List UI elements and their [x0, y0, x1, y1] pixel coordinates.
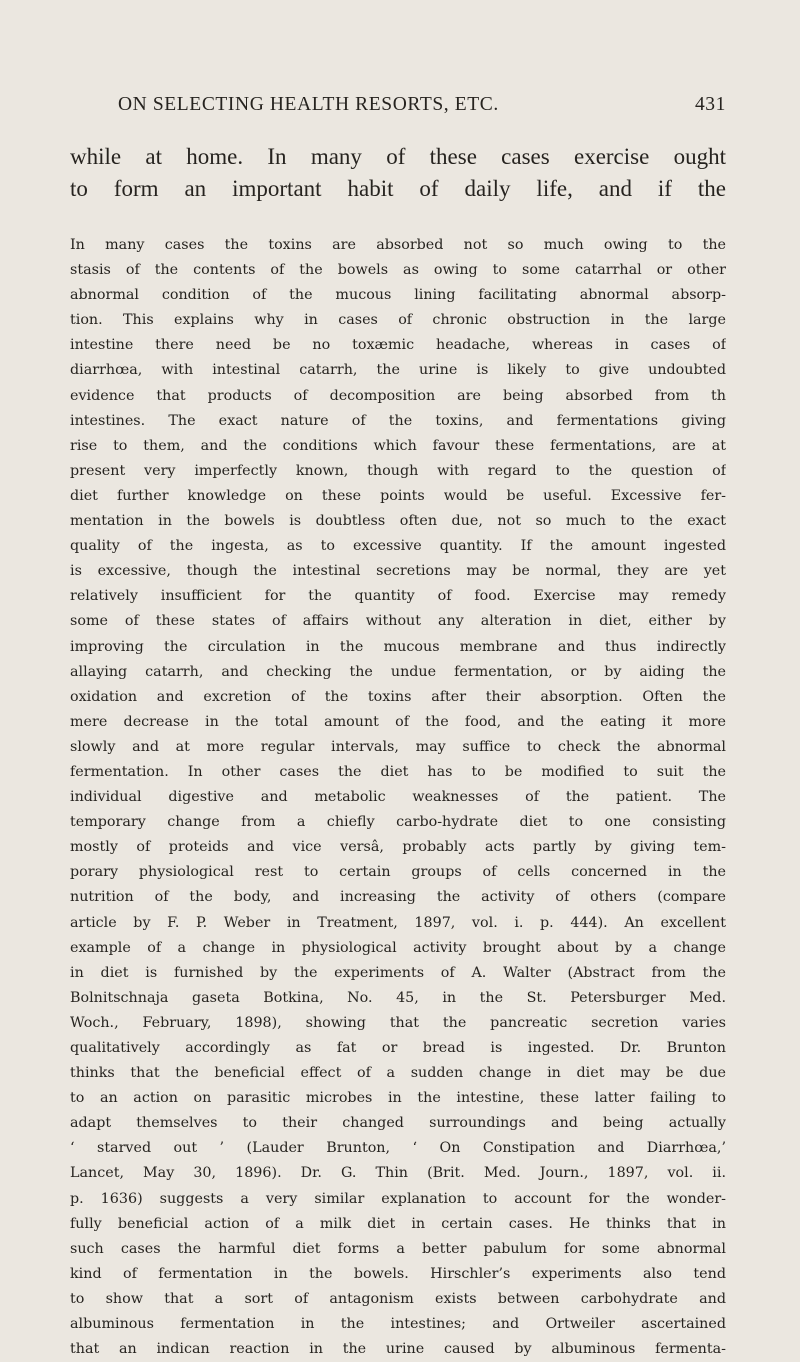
body-line: intestine there need be no toxæmic headache, whereas in cases of	[70, 337, 726, 354]
lead-line: to form an important habit of daily life, and if the	[70, 176, 726, 201]
body-line: to show that a sort of antagonism exists between carbohydrate and	[70, 1290, 726, 1307]
body-line: allaying catarrh, and checking the undue fermentation, or by aiding the	[70, 663, 726, 680]
body-line: adapt themselves to their changed surroundings and being actually	[70, 1115, 726, 1132]
lead-line: while at home. In many of these cases exercise ought	[70, 144, 726, 169]
body-line: porary physiological rest to certain groups of cells concerned in the	[70, 864, 726, 881]
body-line: relatively insufficient for the quantity of food. Exercise may remedy	[70, 588, 726, 605]
running-title: ON SELECTING HEALTH RESORTS, ETC.	[118, 94, 499, 115]
body-line: example of a change in physiological activity brought about by a change	[70, 939, 726, 956]
body-line: mere decrease in the total amount of the food, and the eating it more	[70, 713, 726, 730]
page-number: 431	[694, 94, 726, 115]
body-line: present very imperfectly known, though with regard to the question of	[70, 462, 726, 479]
body-line: fully beneficial action of a milk diet in certain cases. He thinks that in	[70, 1215, 726, 1232]
body-line: individual digestive and metabolic weaknesses of the patient. The	[70, 789, 726, 806]
body-line: slowly and at more regular intervals, may suffice to check the abnormal	[70, 738, 726, 755]
body-line: In many cases the toxins are absorbed not so much owing to the	[70, 237, 726, 253]
body-line: that an indican reaction in the urine caused by albuminous fermenta-	[70, 1341, 726, 1358]
body-line: quality of the ingesta, as to excessive quantity. If the amount ingested	[70, 538, 726, 555]
body-line: some of these states of affairs without any alteration in diet, either by	[70, 613, 726, 630]
body-line: is excessive, though the intestinal secretions may be normal, they are yet	[70, 563, 726, 580]
body-line: stasis of the contents of the bowels as owing to some catarrhal or other	[70, 262, 726, 279]
body-line: fermentation. In other cases the diet has to be modified to suit the	[70, 763, 726, 780]
body-line: diet further knowledge on these points would be useful. Excessive fer-	[70, 487, 726, 504]
body-line: intestines. The exact nature of the toxins, and fermentations giving	[70, 412, 726, 429]
body-line: kind of fermentation in the bowels. Hirschler’s experiments also tend	[70, 1265, 726, 1282]
body-line: mentation in the bowels is doubtless often due, not so much to the exact	[70, 513, 726, 530]
body-line: nutrition of the body, and increasing the activity of others (compare	[70, 889, 726, 906]
body-line: p. 1636) suggests a very similar explanation to account for the wonder-	[70, 1190, 726, 1207]
body-line: albuminous fermentation in the intestines; and Ortweiler ascertained	[70, 1316, 726, 1333]
body-line: Woch., February, 1898), showing that the pancreatic secretion varies	[70, 1014, 726, 1031]
body-line: mostly of proteids and vice versâ, probably acts partly by giving tem-	[70, 839, 726, 856]
body-line: improving the circulation in the mucous membrane and thus indirectly	[70, 638, 726, 655]
body-line: rise to them, and the conditions which favour these fermentations, are at	[70, 437, 726, 454]
body-line: abnormal condition of the mucous lining facilitating abnormal absorp-	[70, 287, 726, 304]
body-paragraph	[70, 233, 726, 1362]
body-line: diarrhœa, with intestinal catarrh, the urine is likely to give undoubted	[70, 362, 726, 379]
body-line: temporary change from a chiefly carbo-hydrate diet to one consisting	[70, 814, 726, 831]
body-line: tion. This explains why in cases of chronic obstruction in the large	[70, 312, 726, 329]
lead-paragraph	[70, 141, 726, 205]
body-line: qualitatively accordingly as fat or bread is ingested. Dr. Brunton	[70, 1040, 726, 1056]
body-line: ‘ starved out ’ (Lauder Brunton, ‘ On Constipation and Diarrhœa,’	[70, 1140, 726, 1157]
body-line: article by F. P. Weber in Treatment, 1897, vol. i. p. 444). An excellent	[70, 914, 726, 931]
body-line: thinks that the beneficial effect of a sudden change in diet may be due	[70, 1065, 726, 1082]
body-line: Lancet, May 30, 1896). Dr. G. Thin (Brit. Med. Journ., 1897, vol. ii.	[70, 1165, 726, 1182]
body-line: such cases the harmful diet forms a better pabulum for some abnormal	[70, 1240, 726, 1257]
body-line: in diet is furnished by the experiments of A. Walter (Abstract from the	[70, 964, 726, 981]
running-head	[118, 94, 726, 124]
body-line: evidence that products of decomposition are being absorbed from th	[70, 387, 726, 404]
body-line: oxidation and excretion of the toxins after their absorption. Often the	[70, 688, 726, 705]
body-line: Bolnitschnaja gaseta Botkina, No. 45, in the St. Petersburger Med.	[70, 989, 726, 1006]
body-line: to an action on parasitic microbes in the intestine, these latter failing to	[70, 1090, 726, 1107]
